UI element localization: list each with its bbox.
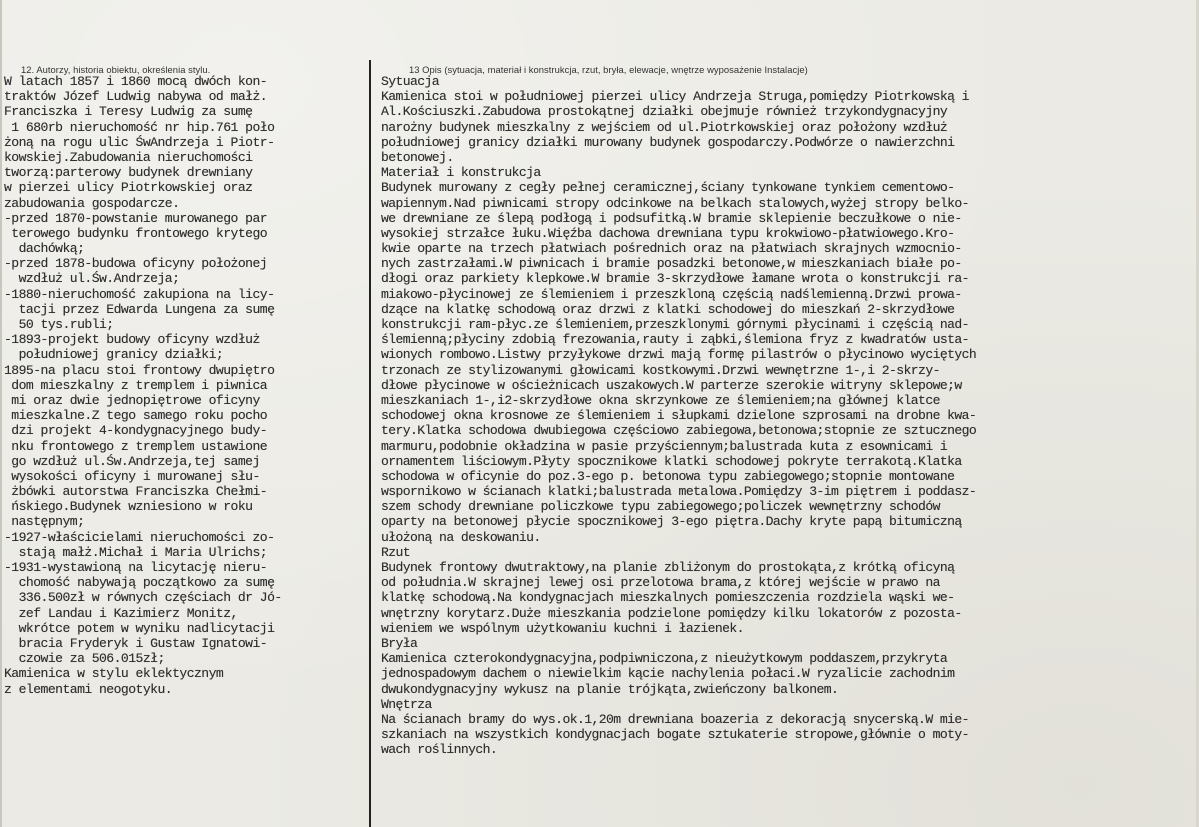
history-column [4, 74, 366, 697]
description-line: wapiennym.Nad piwnicami stropy odcinkowe na belkach stalowych,wyżej stropy belko- [381, 195, 969, 211]
description-line: Kamienica stoi w południowej pierzei ulicy Andrzeja Struga,pomiędzy Piotrkowską i [381, 89, 969, 105]
description-line: wieniem we wspólnym użytkowaniu kuchni i łazienek. [381, 620, 744, 636]
description-line: Budynek murowany z cegły pełnej ceramicznej,ściany tynkowane tynkiem cementowo- [381, 180, 955, 196]
history-line: -1931-wystawioną na licytację nieru- [4, 560, 268, 575]
history-line: -1927-właścicielami nieruchomości zo- [4, 529, 275, 545]
history-line: następnym; [4, 514, 85, 530]
description-line: Wnętrza [381, 696, 432, 712]
description-line: betonowej. [381, 149, 454, 165]
description-column [381, 74, 1197, 757]
description-line: schodowa w oficynie do poz.3-ego p. betonowa typu zabiegowego;stopnie montowane [381, 468, 955, 484]
description-line: dwukondygnacyjny wykusz na planie trójkąta,zwieńczony balkonem. [381, 681, 839, 697]
description-line: miakowo-płycinowej ze ślemieniem i przeszkloną częścią nadślemienną.Drzwi prowa- [381, 286, 962, 302]
description-line: wach roślinnych. [381, 742, 498, 758]
history-line: Kamienica w stylu eklektycznym [4, 666, 224, 682]
description-line: Na ścianach bramy do wys.ok.1,20m drewniana boazeria z dekoracją snycerską.W mie- [381, 711, 969, 727]
history-line: bracia Fryderyk i Gustaw Ignatowi- [4, 635, 268, 651]
history-line: go wzdłuż ul.Św.Andrzeja,tej samej [4, 453, 260, 469]
section-13-header: 13 Opis (sytuacja, materiał i konstrukcja, rzut, bryła, elewacje, wnętrze wyposażenie Instalacje) [409, 64, 808, 75]
history-line: mieszkalne.Z tego samego roku pocho [4, 408, 268, 424]
description-line: klatkę schodową.Na kondygnacjach mieszkalnych pomieszczenia rozdziela wąski we- [381, 590, 955, 606]
description-line: schodowej okna krosnowe ze ślemieniem i słupkami dzielone szprosami na drobne kwa- [381, 408, 977, 424]
description-line: mieszkaniach 1-,i2-skrzydłowe okna skrzynkowe ze ślemieniem;na głównej klatce [381, 392, 940, 408]
description-line: we drewniane ze ślepą podłogą i podsufitką.W bramie sklepienie beczułkowe o nie- [381, 210, 962, 226]
history-line: 1 680rb nieruchomość nr hip.761 poło [4, 119, 275, 135]
description-line: wionych rombowo.Listwy przyłykowe drzwi mają formę pilastrów o płycinowo wyciętych [381, 347, 977, 363]
description-line: marmuru,podobnie okładzina w pasie przyściennym;balustrada kuta z esownicami i [381, 438, 948, 454]
history-line: wkrótce potem w wyniku nadlicytacji [4, 620, 275, 636]
history-line: ńskiego.Budynek wzniesiono w roku [4, 499, 253, 515]
description-line: Bryła [381, 635, 418, 651]
description-line: wysokiej strzałce łuku.Więźba dachowa drewniana typu krokwiowo-płatwiowego.Kro- [381, 225, 955, 241]
history-line: czowie za 506.015zł; [4, 651, 165, 667]
history-line: kowskiej.Zabudowania nieruchomości [4, 149, 253, 165]
description-line: Kamienica czterokondygnacyjna,podpiwniczona,z nieużytkowym poddaszem,przykryta [381, 651, 948, 667]
history-line: zabudowania gospodarcze. [4, 195, 180, 211]
description-line: Al.Kościuszki.Zabudowa prostokątnej działki obejmuje również trzykondygnacyjny [381, 104, 948, 120]
history-line: Franciszka i Teresy Ludwig za sumę [4, 104, 253, 120]
history-line: w pierzei ulicy Piotrkowskiej oraz [4, 180, 253, 196]
history-line: 336.500zł w równych częściach dr Jó- [4, 590, 282, 606]
history-line: nku frontowego z tremplem ustawione [4, 438, 268, 454]
history-line: żoną na rogu ulic ŚwAndrzeja i Piotr- [4, 134, 275, 150]
history-line: chomość nabywają początkowo za sumę [4, 575, 275, 591]
description-line: szem schody drewniane policzkowe typu zabiegowego;policzek wewnętrzny schodów [381, 499, 940, 515]
card-left-edge [0, 0, 2, 827]
history-line: stają małż.Michał i Maria Ulrichs; [4, 544, 268, 560]
description-line: ornamentem liściowym.Płyty spocznikowe klatki schodowej pokryte terrakotą.Klatka [381, 453, 962, 469]
history-line: wzdłuż ul.Św.Andrzeja; [4, 271, 180, 287]
history-line: terowego budynku frontowego krytego [4, 225, 268, 241]
description-line: szkaniach na wszystkich kondygnacjach bogate sztukaterie stropowe,głównie o moty- [381, 727, 969, 743]
description-line: ułożoną na deskowaniu. [381, 529, 541, 545]
description-line: jednospadowym dachem o niewielkim kącie nachylenia połaci.W ryzalicie zachodnim [381, 666, 955, 682]
history-line: z elementami neogotyku. [4, 681, 173, 697]
column-divider [369, 60, 371, 827]
description-line: wnętrzny korytarz.Duże mieszkania podzielone pomiędzy kilku lokatorów z pozosta- [381, 605, 962, 621]
history-line: mi oraz dwie jednopiętrowe oficyny [4, 392, 260, 408]
history-line: żbówki autorstwa Franciszka Chełmi- [4, 484, 268, 500]
description-line: od południa.W skrajnej lewej osi przelotowa brama,z której wejście w prawo na [381, 575, 940, 591]
history-line: -1880-nieruchomość zakupiona na licy- [4, 286, 275, 302]
description-line: dłogi oraz parkiety klepkowe.W bramie 3-skrzydłowe łamane wrota o konstrukcji ra- [381, 271, 969, 287]
description-line: trzonach ze stylizowanymi głowicami kostkowymi.Drzwi wewnętrzne 1-,i 2-skrzy- [381, 362, 940, 378]
description-line: południowej granicy działki murowany budynek gospodarczy.Podwórze o nawierzchni [381, 134, 955, 150]
description-line: dzące na klatkę schodową oraz drzwi z klatki schodowej do mieszkań 2-skrzydłowe [381, 301, 955, 317]
history-line: -przed 1870-powstanie murowanego par [4, 210, 268, 226]
history-line: dom mieszkalny z tremplem i piwnica [4, 377, 268, 393]
description-line: dłowe płycinowe w ościeżnicach uszakowych.W parterze szerokie witryny sklepowe;w [381, 377, 962, 393]
history-line: -przed 1878-budowa oficyny położonej [4, 256, 268, 272]
history-line: -1893-projekt budowy oficyny wzdłuż [4, 332, 260, 348]
description-line: konstrukcji ram-płyc.ze ślemieniem,przeszklonymi górnymi płycinami i częścią nad- [381, 317, 969, 332]
history-line: tacji przez Edwarda Lungena za sumę [4, 301, 275, 317]
history-line: dzi projekt 4-kondygnacyjnego budy- [4, 423, 268, 439]
history-line: traktów Józef Ludwig nabywa od małż. [4, 89, 268, 105]
history-line: południowej granicy działki; [4, 347, 224, 363]
description-line: wspornikowo w ścianach klatki;balustrada metalowa.Pomiędzy 3-im piętrem i poddasz- [381, 484, 977, 500]
section-12-header: 12. Autorzy, historia obiektu, określenia stylu. [21, 64, 211, 75]
history-line: 50 tys.rubli; [4, 317, 114, 332]
description-line: narożny budynek mieszkalny z wejściem od ul.Piotrkowskiej oraz położony wzdłuż [381, 119, 948, 135]
history-line: tworzą:parterowy budynek drewniany [4, 165, 253, 181]
description-line: Materiał i konstrukcja [381, 165, 541, 181]
history-line: dachówką; [4, 241, 85, 257]
description-line: oparty na betonowej płycie spocznikowej 3-ego piętra.Dachy kryte papą bitumiczną [381, 514, 962, 530]
history-line: wysokości oficyny i murowanej słu- [4, 468, 260, 484]
description-line: Sytuacja [381, 74, 440, 89]
history-line: W latach 1857 i 1860 mocą dwóch kon- [4, 74, 268, 89]
history-line: 1895-na placu stoi frontowy dwupiętro [4, 362, 275, 378]
history-line: zef Landau i Kazimierz Monitz, [4, 605, 238, 621]
description-line: kwie oparte na trzech płatwiach pośrednich oraz na płatwiach skrajnych wzmocnio- [381, 241, 962, 257]
description-line: nych zastrzałami.W piwnicach i bramie posadzki betonowe,w mieszkaniach białe po- [381, 256, 962, 272]
description-line: Budynek frontowy dwutraktowy,na planie zbliżonym do prostokąta,z krótką oficyną [381, 560, 955, 575]
description-line: tery.Klatka schodowa dwubiegowa częściowo zabiegowa,betonowa;stopnie ze sztucznego [381, 423, 977, 439]
description-line: ślemienną;płyciny zdobią frezowania,rauty i ząbki,ślemiona fryz z kwadratów usta- [381, 332, 969, 348]
description-line: Rzut [381, 544, 411, 560]
